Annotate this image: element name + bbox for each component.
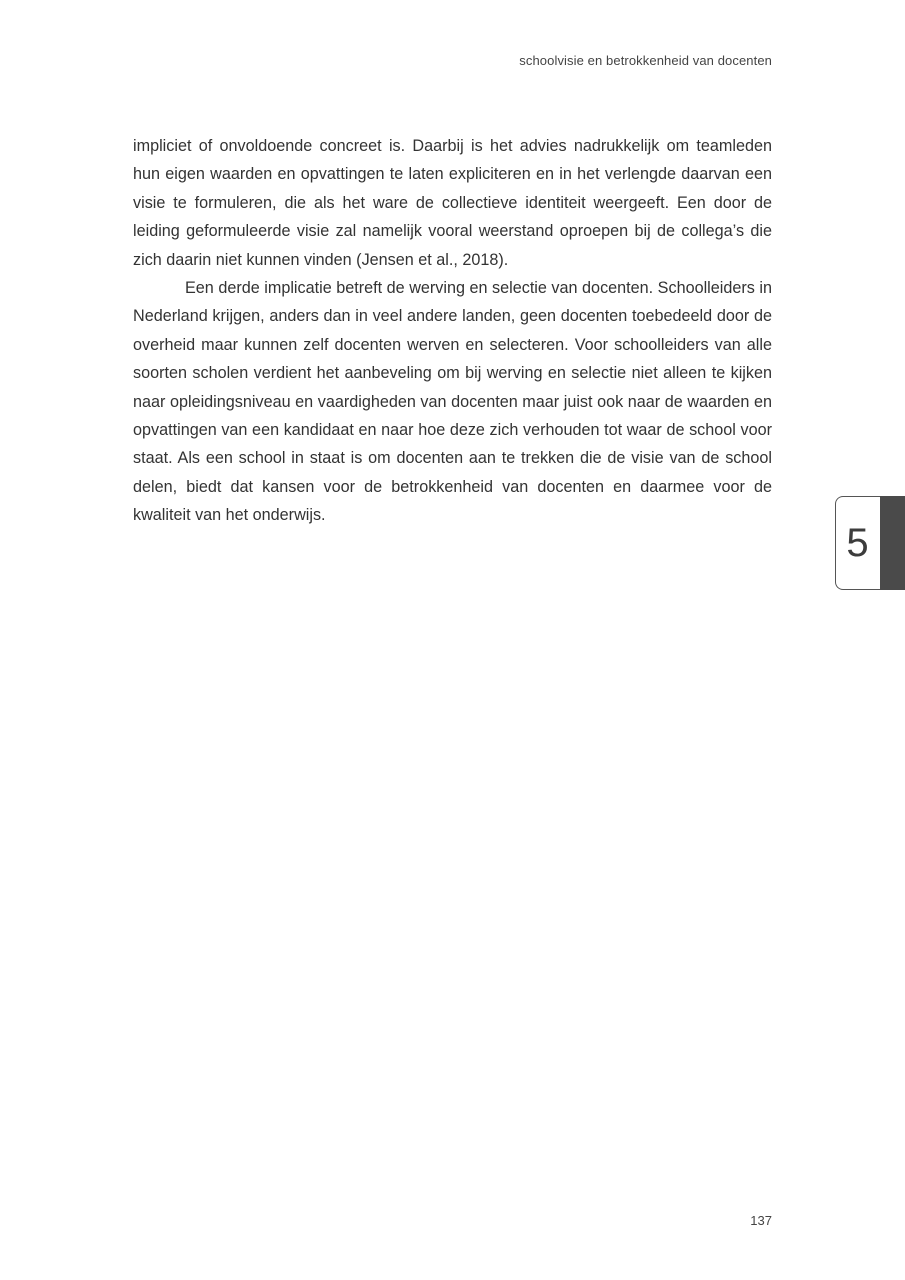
paragraph-1: impliciet of onvoldoende concreet is. Daarbij is het advies nadrukkelijk om teamleden hun eigen waarden en opvattingen te laten expliciteren en in het verlengde daarvan een visie te formuleren, die als het ware de collectieve identiteit weergeeft. Een door de leiding geformuleerde visie zal namelijk vooral weerstand oproepen bij de collega’s die zich daarin niet kunnen vinden (Jensen et al., 2018).: [133, 137, 772, 269]
body-text: [133, 132, 772, 530]
running-header: schoolvisie en betrokkenheid van docenten: [519, 53, 772, 68]
paragraph-2: Een derde implicatie betreft de werving en selectie van docenten. Schoolleiders in Nederland krijgen, anders dan in veel andere landen, geen docenten toebedeeld door de overheid maar kunnen zelf docenten werven en selecteren. Voor schoolleiders van alle soorten scholen verdient het aanbeveling om bij werving en selectie niet alleen te kijken naar opleidingsniveau en vaardigheden van docenten maar juist ook naar de waarden en opvattingen van een kandidaat en naar hoe deze zich verhouden tot waar de school voor staat. Als een school in staat is om docenten aan te trekken die de visie van de school delen, biedt dat kansen voor de betrokkenheid van docenten en daarmee voor de kwaliteit van het onderwijs.: [133, 279, 772, 525]
chapter-tab-bar: [880, 496, 905, 590]
chapter-number: 5: [846, 521, 869, 565]
chapter-tab: [835, 496, 905, 590]
page-number: 137: [750, 1213, 772, 1228]
